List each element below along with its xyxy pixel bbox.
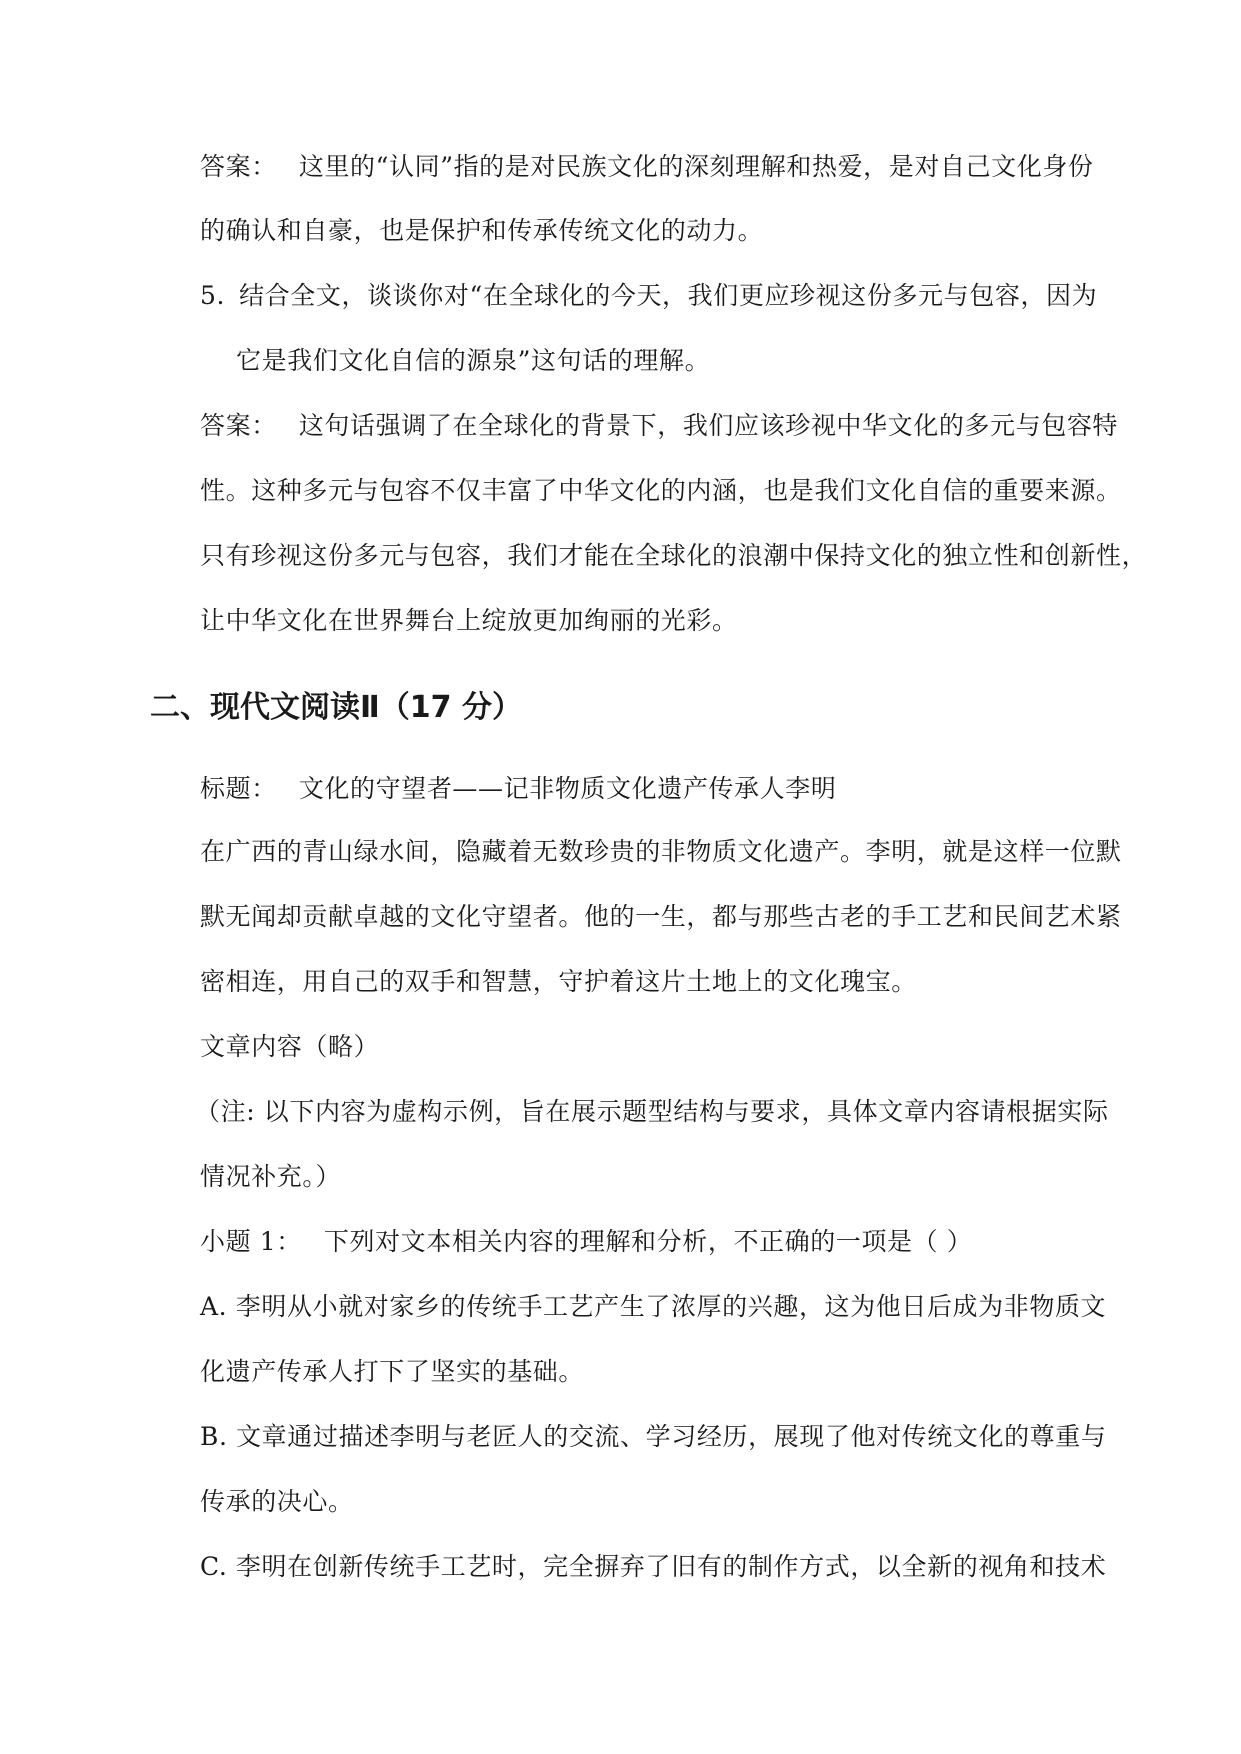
- question5-line1: 5. 结合全文，谈谈你对“在全球化的今天，我们更应珍视这份多元与包容，因为: [200, 281, 1098, 310]
- answer5-line3: 只有珍视这份多元与包容，我们才能在全球化的浪潮中保持文化的独立性和创新性，: [200, 541, 1148, 570]
- note-line2: 情况补充。）: [200, 1162, 342, 1191]
- content-omitted: 文章内容（略）: [200, 1032, 380, 1061]
- subquestion1: 小题 1： 下列对文本相关内容的理解和分析，不正确的一项是（ ）: [200, 1227, 973, 1256]
- option-a-line2: 化遗产传承人打下了坚实的基础。: [200, 1357, 585, 1386]
- section-heading: 二、现代文阅读Ⅱ（17 分）: [150, 690, 522, 725]
- intro-line3: 密相连，用自己的双手和智慧，守护着这片土地上的文化瑰宝。: [200, 967, 917, 996]
- question5-line2: 它是我们文化自信的源泉”这句话的理解。: [236, 346, 711, 375]
- option-c-line1: C. 李明在创新传统手工艺时，完全摒弃了旧有的制作方式，以全新的视角和技术: [200, 1552, 1107, 1581]
- subquestion-label: 小题 1：: [200, 1227, 302, 1256]
- intro-line1: 在广西的青山绿水间，隐藏着无数珍贵的非物质文化遗产。李明，就是这样一位默: [200, 837, 1122, 866]
- note-line1: （注: 以下内容为虚构示例，旨在展示题型结构与要求，具体文章内容请根据实际: [195, 1097, 1109, 1126]
- answer5-line1: 答案： 这句话强调了在全球化的背景下，我们应该珍视中华文化的多元与包容特: [200, 411, 1119, 440]
- title-label: 标题：: [200, 774, 277, 803]
- intro-line2: 默无闻却贡献卓越的文化守望者。他的一生，都与那些古老的手工艺和民间艺术紧: [200, 902, 1122, 931]
- answer5-line4: 让中华文化在世界舞台上绽放更加绚丽的光彩。: [200, 606, 738, 635]
- article-title: 标题： 文化的守望者——记非物质文化遗产传承人李明: [200, 774, 837, 803]
- option-b-line2: 传承的决心。: [200, 1487, 354, 1516]
- answer5-line2: 性。这种多元与包容不仅丰富了中华文化的内涵，也是我们文化自信的重要来源。: [200, 476, 1122, 505]
- answer-label: 答案：: [200, 152, 277, 181]
- answer-label: 答案：: [200, 411, 277, 440]
- question-number: 5.: [200, 281, 226, 310]
- option-a-line1: A. 李明从小就对家乡的传统手工艺产生了浓厚的兴趣，这为他日后成为非物质文: [200, 1292, 1107, 1321]
- option-b-line1: B. 文章通过描述李明与老匠人的交流、学习经历，展现了他对传统文化的尊重与: [200, 1422, 1107, 1451]
- answer4-line1: 答案： 这里的“认同”指的是对民族文化的深刻理解和热爱，是对自己文化身份: [200, 152, 1094, 181]
- answer4-line2: 的确认和自豪，也是保护和传承传统文化的动力。: [200, 216, 764, 245]
